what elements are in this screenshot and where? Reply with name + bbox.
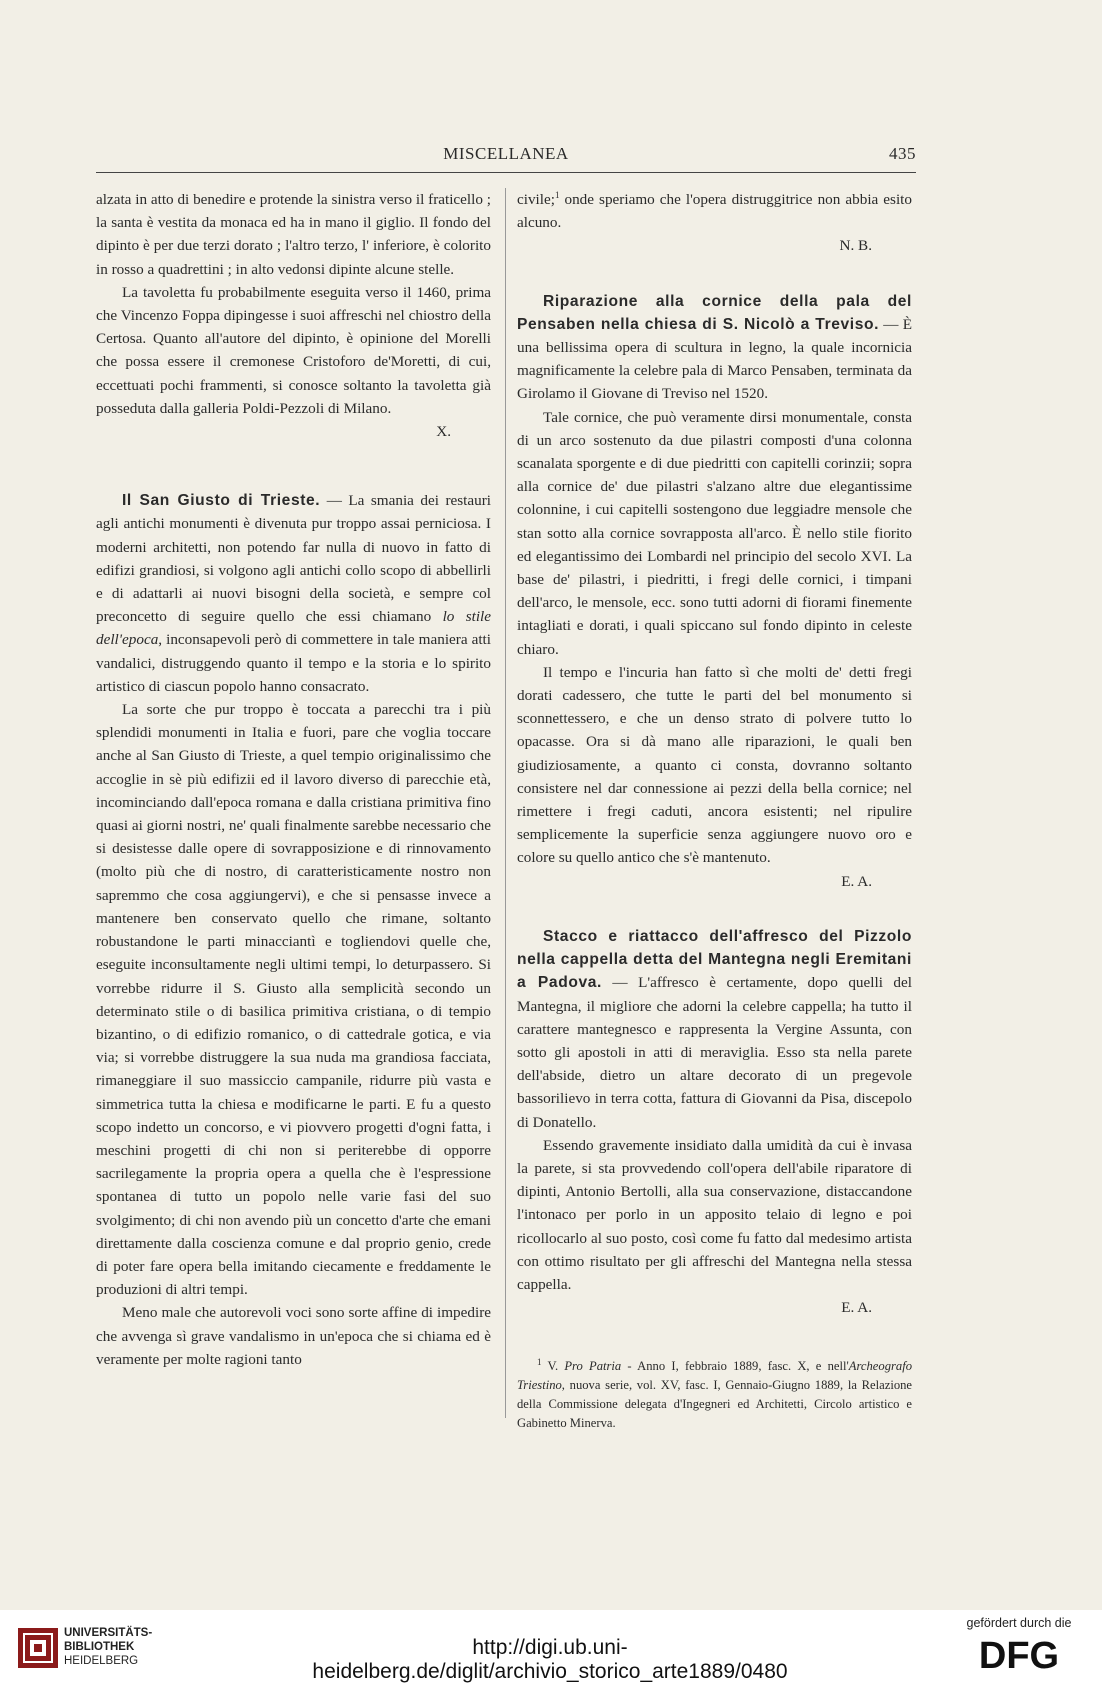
- paragraph: Il tempo e l'incuria han fatto sì che molti de' detti fregi dorati cadessero, che tutte le parti del bel monumento si sconnettessero, e che un denso strato di polvere tutto lo opacasse. Ora si dà mano alle riparazioni, le quali ben giudiziosamente, a quanto ci consta, dovranno soltanto consistere nel dar connessione ai pezzi della bella cornice; nel rimettere i fregi caduti, ancora esistenti; nel ripulire semplicemente la superficie senza aggiungere nuovo oro e colore su quello antico che s'è mantenuto.: [517, 663, 912, 867]
- viewer-footer: [0, 1610, 1102, 1687]
- section-heading: Il San Giusto di Trieste.: [122, 492, 321, 510]
- signature: E. A.: [841, 872, 872, 890]
- header-rule: [96, 172, 916, 173]
- paragraph: civile;$^1$ onde speriamo che l'opera distruggitrice non abbia esito alcuno.: [517, 189, 912, 232]
- signature: X.: [436, 423, 451, 441]
- paragraph: La sorte che pur troppo è toccata a parecchi tra i più splendidi monumenti in Italia e fuori, pare che voglia toccare anche al San Giusto di Trieste, a quel tempio originalissimo che accoglie in sè più edifizii ed il lavoro diverso di parecchie età, incominciando dall'epoca romana e dalla cristiana primitiva fino quasi ai giorni nostri, ne' quali finalmente sarebbe necessario che si desistesse dalle opere di sovrapposizione e di rinnovamento (molto più che di nostro, di caratteristicamente nostro non sapremmo che cosa aggiungervi), e che si pensasse invece a mantenere ben conservato quello che rimane, soltanto robustandone le parti minacciantì e togliendovi quelle che, eseguite inconsultamente negli ultimi tempi, lo deturpassero. Si vorrebbe ridurre il S. Giusto alla semplicità secondo un determinato stile o di basilica primitiva cristiana, o di tempio bizantino, o di edifizio romanico, o di cattedrale gotica, e via via; si vorrebbe distruggere la sua nuda ma grandiosa facciata, rimaneggiare il suo massiccio campanile, ridurre più vasta e simmetrica tutta la chiesa e modificarne le parti. E fu a questo scopo indetto un concorso, e vi piovvero progetti d'ogni fatta, i meschini progetti di chi non si periterebbe di opporre sacrilegamente la propria opera a quella che è l'espressione spontanea di tutto un popolo nelle varie fasi del suo svolgimento; di chi non avendo più un concetto d'arte che emani direttamente dalla coscienza comune e dal proprio genio, crede di poter fare opera bella imitando ciecamente e freddamente le produzioni di altri tempi.: [96, 701, 491, 1299]
- column-divider: [505, 188, 506, 1418]
- section-pizzolo: Stacco e riattacco dell'affresco del Pizzolo nella cappella detta del Mantegna negli Eremitani a Padova. — L'affresco è certamente, dopo quelli del Mantegna, il migliore che adorni la celebre cappella; ha tutto il carattere mantegnesco e rappresenta la Vergine Assunta, con sotto gli apostoli in atti di meraviglia. Esso sta nella parete dell'abside, dietro un altare decorato di un pregevole bassorilievo in terra cotta, fattura di Giovanni da Pisa, discepolo di Donatello.: [517, 927, 912, 1131]
- signature: N. B.: [839, 237, 872, 255]
- permalink[interactable]: http://digi.ub.uni-heidelberg.de/diglit/archivio_storico_arte1889/0480: [312, 1636, 788, 1683]
- sponsor: gefördert durch die DFG: [954, 1616, 1084, 1674]
- dfg-logo-icon: [964, 1634, 1074, 1674]
- paragraph: Essendo gravemente insidiato dalla umidità da cui è invasa la parete, si sta provvedendo coll'opera dell'abile riparatore di dipinti, Antonio Bertolli, alla sua conservazione, distaccandone l'intonaco per porlo in un apposito telaio di legno e poi ricollocarlo al suo posto, così come fu fatto dal medesimo artista con ottimo risultato per gli affreschi del Mantegna nella stessa cappella.: [517, 1136, 912, 1293]
- page-number: 435: [889, 144, 916, 163]
- section-pensaben: Riparazione alla cornice della pala del Pensaben nella chiesa di S. Nicolò a Treviso. — È una bellissima opera di scultura in legno, la quale incornicia magnificamente la celebre pala di Marco Pensaben, terminata da Girolamo il Giovane di Treviso nel 1520.: [517, 292, 912, 403]
- library-seal-icon: [18, 1628, 58, 1668]
- paragraph: alzata in atto di benedire e protende la sinistra verso il fraticello ; la santa è vestita da monaca ed ha in mano il giglio. Il fondo del dipinto è per due terzi dorato ; l'altro terzo, l' inferiore, è colorito in rosso a quadrettini ; in alto vedonsi dipinte alcune stelle.: [96, 191, 491, 278]
- footnote-ref: 1: [554, 189, 560, 200]
- signature: E. A.: [841, 1299, 872, 1317]
- section-heading: Riparazione alla cornice della pala del Pensaben nella chiesa di S. Nicolò a Treviso.: [517, 292, 912, 333]
- svg-text:DFG: DFG: [978, 1635, 1060, 1674]
- paragraph: Meno male che autorevoli voci sono sorte affine di impedire che avvenga sì grave vandalismo in un'epoca che si chiama ed è veramente per molte ragioni tanto: [96, 1304, 491, 1368]
- section-san-giusto: Il San Giusto di Trieste. — La smania dei restauri agli antichi monumenti è divenuta pur troppo assai perniciosa. I moderni architetti, non potendo far nulla di nuovo in fatto di edifizi grandiosi, si volgono agli antichi collo scopo di abbellirli e di adattarli ai nuovi bisogni della società, e sempre col preconcetto di seguire quello che essi chiamano lo stile dell'epoca, inconsapevoli però di commettere in tale maniera atti vandalici, distruggendo quanto il tempo e la storia e lo spirito artistico di ciascun popolo hanno consacrato.: [96, 492, 491, 695]
- footnote-mark: 1: [537, 1357, 542, 1368]
- section-heading: Stacco e riattacco dell'affresco del Pizzolo nella cappella detta del Mantegna negli Eremitani a Padova.: [517, 927, 912, 992]
- paragraph: Tale cornice, che può veramente dirsi monumentale, consta di un arco sostenuto da due pilastri composti d'una colonna scanalata sporgente e di due piedritti con capitelli corinzii; sopra alla cornice de' due pilastri s'alzano altre due elegantissime colonnine, i cui capitelli sostengono due leggiadre mensole che stan sotto alla cornice sovrapposta all'arco. È nello stile fiorito ed elegantissimo dei Lombardi nel principio del secolo XVI. La base de' pilastri, i piedritti, i fregi delle cornici, i timpani dell'arco, le mensole, ecc. sono tutti adorni di fiorami finemente intagliati e dorati, i quali spiccano sul fondo dipinto in celeste chiaro.: [517, 408, 912, 658]
- left-column: [96, 188, 491, 1371]
- paragraph: La tavoletta fu probabilmente eseguita verso il 1460, prima che Vincenzo Foppa dipingesse i suoi affreschi nel chiostro della Certosa. Quanto all'autore del dipinto, è opinione del Morelli che possa essere il cremonese Cristoforo de'Moretti, di cui, eccettuati pochi frammenti, si conosce soltanto la tavoletta già posseduta dalla galleria Poldi-Pezzoli di Milano.: [96, 283, 491, 417]
- library-name: UNIVERSITÄTS- BIBLIOTHEK HEIDELBERG: [64, 1627, 153, 1667]
- footnote: $^1$ V. Pro Patria - Anno I, febbraio 1889, fasc. X, e nell'Archeografo Triestino, nuova serie, vol. XV, fasc. I, Gennaio-Giugno 1889, la Relazione della Commissione delegata d'Ingegneri ed Architetti, Circolo artistico e Gabinetto Minerva.: [517, 1357, 912, 1431]
- running-title: MISCELLANEA: [443, 144, 569, 163]
- right-column: [517, 188, 912, 1433]
